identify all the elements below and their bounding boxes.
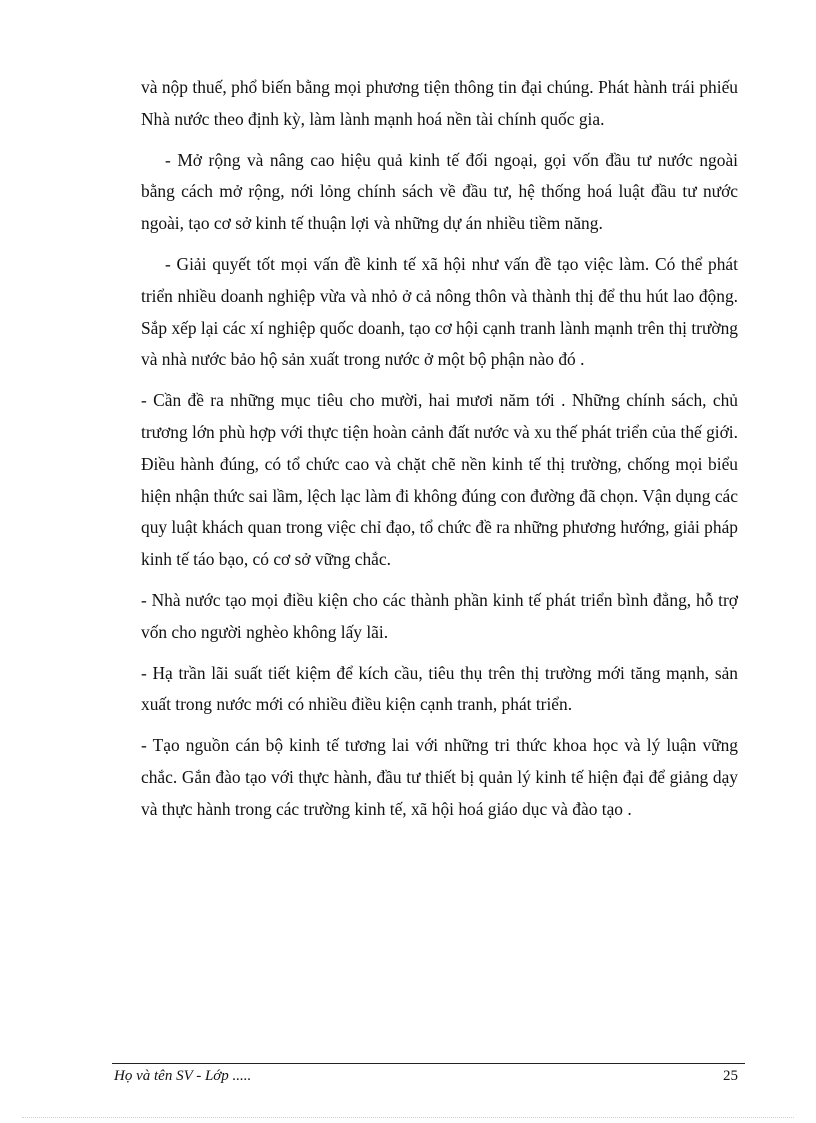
- paragraph: - Hạ trần lãi suất tiết kiệm để kích cầu, tiêu thụ trên thị trường mới tăng mạnh, sản xuất trong nước mới có nhiều điều kiện cạnh tranh, phát triển.: [141, 662, 738, 715]
- paragraph: - Nhà nước tạo mọi điều kiện cho các thành phần kinh tế phát triển bình đẳng, hỗ trợ vốn cho người nghèo không lấy lãi.: [141, 589, 738, 642]
- paragraph: - Giải quyết tốt mọi vấn đề kinh tế xã hội như vấn đề tạo việc làm. Có thể phát triển nhiều doanh nghiệp vừa và nhỏ ở cả nông thôn và thành thị để thu hút lao động. Sắp xếp lại các xí nghiệp quốc doanh, tạo cơ hội cạnh tranh lành mạnh trên thị trường và nhà nước bảo hộ sản xuất trong nước ở một bộ phận nào đó .: [141, 253, 738, 370]
- paragraph: - Tạo nguồn cán bộ kinh tế tương lai với những tri thức khoa học và lý luận vững chắc. Gắn đào tạo với thực hành, đầu tư thiết bị quản lý kinh tế hiện đại để giảng dạy và thực hành trong các trường kinh tế, xã hội hoá giáo dục và đào tạo .: [141, 735, 738, 819]
- footer-divider: [112, 1063, 745, 1064]
- body-text: [141, 72, 738, 835]
- footer-student-info: Họ và tên SV - Lớp .....: [114, 1068, 252, 1084]
- paragraph: và nộp thuế, phổ biến bằng mọi phương tiện thông tin đại chúng. Phát hành trái phiếu Nhà nước theo định kỳ, làm lành mạnh hoá nền tài chính quốc gia.: [141, 77, 738, 129]
- paragraph: - Cần đề ra những mục tiêu cho mười, hai mươi năm tới . Những chính sách, chủ trương lớn phù hợp với thực tiện hoàn cảnh đất nước và xu thế phát triển của thế giới. Điều hành đúng, có tổ chức cao và chặt chẽ nền kinh tế thị trường, chống mọi biểu hiện nhận thức sai lầm, lệch lạc làm đi không đúng con đường đã chọn. Vận dụng các quy luật khách quan trong việc chỉ đạo, tổ chức đề ra những phương hướng, giải pháp kinh tế táo bạo, có cơ sở vững chắc.: [141, 390, 738, 570]
- bottom-dotted-line: [22, 1117, 794, 1118]
- paragraph: - Mở rộng và nâng cao hiệu quả kinh tế đối ngoại, gọi vốn đầu tư nước ngoài bằng cách mở rộng, nới lỏng chính sách về đầu tư, hệ thống hoá luật đầu tư nước ngoài, tạo cơ sở kinh tế thuận lợi và những dự án nhiều tiềm năng.: [141, 149, 738, 234]
- page-number: 25: [723, 1068, 738, 1084]
